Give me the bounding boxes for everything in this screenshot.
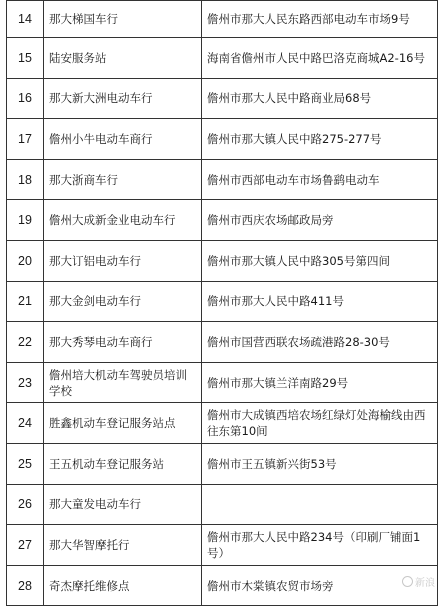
dealer-address: 儋州市那大人民中路411号 bbox=[202, 281, 438, 322]
dealer-name: 那大华智摩托行 bbox=[44, 525, 202, 566]
dealer-name: 那大浙商车行 bbox=[44, 159, 202, 200]
row-number: 24 bbox=[7, 403, 44, 444]
row-number: 25 bbox=[7, 443, 44, 484]
dealer-address: 儋州市那大镇人民中路275-277号 bbox=[202, 119, 438, 160]
row-number: 17 bbox=[7, 119, 44, 160]
dealer-address: 儋州市国营西联农场疏港路28-30号 bbox=[202, 322, 438, 363]
dealer-name: 那大订铝电动车行 bbox=[44, 240, 202, 281]
row-number: 19 bbox=[7, 200, 44, 241]
row-number: 21 bbox=[7, 281, 44, 322]
row-number: 16 bbox=[7, 78, 44, 119]
dealer-name: 那大新大洲电动车行 bbox=[44, 78, 202, 119]
dealer-name: 胜鑫机动车登记服务站点 bbox=[44, 403, 202, 444]
table-row bbox=[7, 240, 438, 281]
table-row bbox=[7, 281, 438, 322]
registration-site-table bbox=[6, 0, 438, 606]
table-row bbox=[7, 362, 438, 403]
dealer-name: 那大秀琴电动车商行 bbox=[44, 322, 202, 363]
table-row bbox=[7, 403, 438, 444]
dealer-address bbox=[202, 484, 438, 525]
dealer-name: 王五机动车登记服务站 bbox=[44, 443, 202, 484]
table-row bbox=[7, 565, 438, 606]
dealer-name: 那大金剑电动车行 bbox=[44, 281, 202, 322]
table-row bbox=[7, 78, 438, 119]
table-row bbox=[7, 443, 438, 484]
dealer-name: 儋州小牛电动车商行 bbox=[44, 119, 202, 160]
row-number: 27 bbox=[7, 525, 44, 566]
watermark bbox=[402, 574, 435, 589]
dealer-name: 陆安服务站 bbox=[44, 38, 202, 79]
weibo-logo-icon bbox=[402, 576, 413, 587]
row-number: 22 bbox=[7, 322, 44, 363]
dealer-name: 那大梯国车行 bbox=[44, 1, 202, 38]
row-number: 28 bbox=[7, 565, 44, 606]
row-number: 15 bbox=[7, 38, 44, 79]
table-row bbox=[7, 119, 438, 160]
dealer-address: 儋州市西庆农场邮政局旁 bbox=[202, 200, 438, 241]
dealer-address: 儋州市王五镇新兴街53号 bbox=[202, 443, 438, 484]
row-number: 26 bbox=[7, 484, 44, 525]
dealer-address: 儋州市西部电动车市场鲁鹞电动车 bbox=[202, 159, 438, 200]
dealer-address: 儋州市那大人民中路商业局68号 bbox=[202, 78, 438, 119]
dealer-address: 儋州市那大镇人民中路305号第四间 bbox=[202, 240, 438, 281]
table-row bbox=[7, 1, 438, 38]
row-number: 18 bbox=[7, 159, 44, 200]
dealer-address: 儋州市木棠镇农贸市场旁 bbox=[202, 565, 438, 606]
dealer-name: 奇杰摩托维修点 bbox=[44, 565, 202, 606]
table-row bbox=[7, 484, 438, 525]
table-body bbox=[7, 1, 438, 606]
watermark-text: 新浪 bbox=[415, 578, 435, 589]
dealer-address: 海南省儋州市人民中路巴洛克商城A2-16号 bbox=[202, 38, 438, 79]
dealer-address: 儋州市大成镇西培农场红绿灯处海榆线由西往东第10间 bbox=[202, 403, 438, 444]
table-row bbox=[7, 159, 438, 200]
row-number: 14 bbox=[7, 1, 44, 38]
dealer-address: 儋州市那大人民东路西部电动车市场9号 bbox=[202, 1, 438, 38]
table-row bbox=[7, 200, 438, 241]
table-row bbox=[7, 322, 438, 363]
row-number: 20 bbox=[7, 240, 44, 281]
table-row bbox=[7, 38, 438, 79]
dealer-address: 儋州市那大镇兰洋南路29号 bbox=[202, 362, 438, 403]
dealer-address: 儋州市那大人民中路234号（印刷厂铺面1号） bbox=[202, 525, 438, 566]
row-number: 23 bbox=[7, 362, 44, 403]
dealer-name: 儋州大成新金业电动车行 bbox=[44, 200, 202, 241]
dealer-name: 儋州培大机动车驾驶员培训学校 bbox=[44, 362, 202, 403]
dealer-name: 那大童发电动车行 bbox=[44, 484, 202, 525]
table-row bbox=[7, 525, 438, 566]
